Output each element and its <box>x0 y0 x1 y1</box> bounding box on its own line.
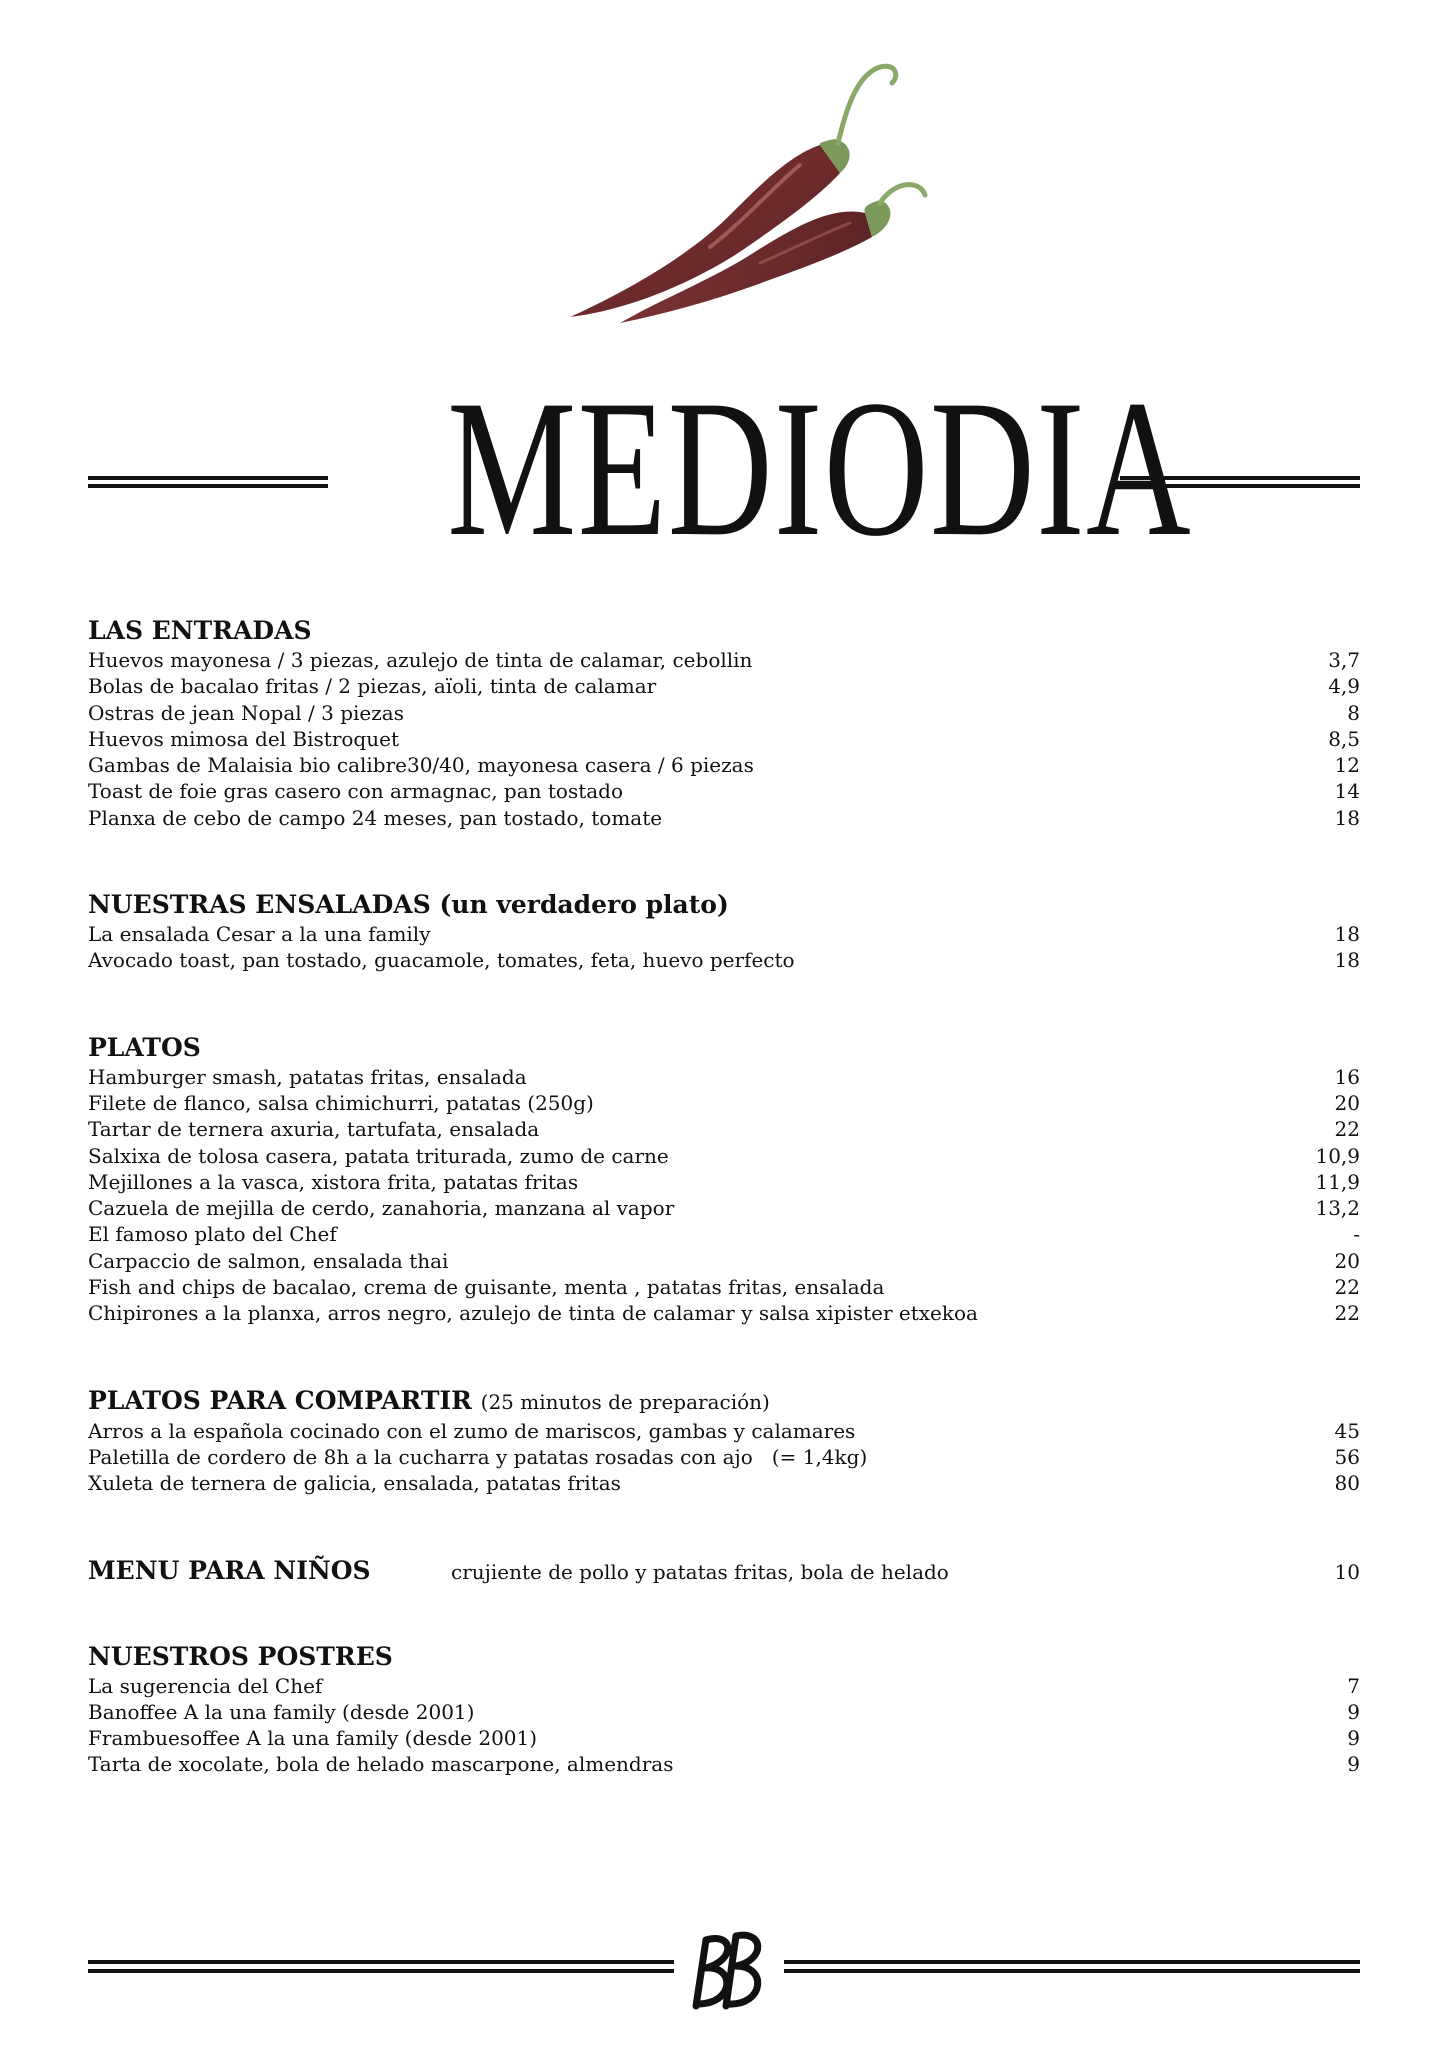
menu-item <box>88 700 1360 726</box>
menu-item <box>88 647 1360 673</box>
item-price: 9 <box>1347 1699 1360 1724</box>
item-price: 80 <box>1334 1471 1360 1496</box>
item-name: Bolas de bacalao fritas / 2 piezas, aïoli, tinta de calamar <box>88 674 657 699</box>
item-name: Arros a la española cocinado con el zumo de mariscos, gambas y calamares <box>88 1418 856 1443</box>
item-name: Chipirones a la planxa, arros negro, azulejo de tinta de calamar y salsa xipister etxekoa <box>88 1301 978 1326</box>
menu-item <box>88 1064 1360 1090</box>
section-postres <box>88 1641 1360 1778</box>
item-price: 8 <box>1347 700 1360 725</box>
item-name: Mejillones a la vasca, xistora frita, patatas fritas <box>88 1169 579 1194</box>
section-title-text: PLATOS PARA COMPARTIR <box>88 1385 472 1415</box>
title-rule-left <box>88 476 328 488</box>
item-name: Tarta de xocolate, bola de helado mascarpone, almendras <box>88 1752 674 1777</box>
item-name: Filete de flanco, salsa chimichurri, patatas (250g) <box>88 1090 594 1115</box>
item-price: 9 <box>1347 1752 1360 1777</box>
item-name: Tartar de ternera axuria, tartufata, ensalada <box>88 1117 540 1142</box>
section-platos <box>88 1032 1360 1327</box>
section-compartir <box>88 1385 1360 1497</box>
menu-item <box>88 752 1360 778</box>
menu-item <box>88 1090 1360 1116</box>
section-title: NUESTROS POSTRES <box>88 1641 393 1671</box>
section-ensaladas <box>88 889 1360 974</box>
menu-item <box>88 947 1360 973</box>
menu-item <box>88 1274 1360 1300</box>
section-title <box>88 1385 1360 1418</box>
menu-item <box>88 1699 1360 1725</box>
title-rule-right <box>1120 476 1360 488</box>
item-price: 11,9 <box>1315 1169 1360 1194</box>
item-name: Avocado toast, pan tostado, guacamole, tomates, feta, huevo perfecto <box>88 948 795 973</box>
item-price: 8,5 <box>1328 726 1360 751</box>
menu-item <box>88 726 1360 752</box>
section-title: LAS ENTRADAS <box>88 616 312 645</box>
item-name: Hamburger smash, patatas fritas, ensalada <box>88 1064 527 1089</box>
item-price: 18 <box>1334 948 1360 973</box>
item-price: 4,9 <box>1328 674 1360 699</box>
menu-item <box>88 921 1360 947</box>
menu-item <box>88 1470 1360 1496</box>
menu-item <box>88 1725 1360 1751</box>
item-name: Frambuesoffee A la una family (desde 2001) <box>88 1726 538 1751</box>
item-name: Huevos mimosa del Bistroquet <box>88 726 399 751</box>
menu-item <box>88 1221 1360 1247</box>
item-name: Planxa de cebo de campo 24 meses, pan tostado, tomate <box>88 805 663 830</box>
menu-item <box>88 778 1360 804</box>
menu-item <box>88 1673 1360 1699</box>
menu-item <box>88 1418 1360 1444</box>
item-price: 9 <box>1347 1726 1360 1751</box>
menu-item <box>88 1169 1360 1195</box>
item-price: 10,9 <box>1315 1143 1360 1168</box>
footer <box>88 1920 1360 2020</box>
item-name: Cazuela de mejilla de cerdo, zanahoria, manzana al vapor <box>88 1196 675 1221</box>
menu-item <box>88 1195 1360 1221</box>
item-price: 45 <box>1334 1418 1360 1443</box>
item-price: 3,7 <box>1328 648 1360 672</box>
footer-rule-left <box>88 1960 674 1973</box>
item-name: Fish and chips de bacalao, crema de guisante, menta , patatas fritas, ensalada <box>88 1275 885 1300</box>
item-name: Gambas de Malaisia bio calibre30/40, mayonesa casera / 6 piezas <box>88 753 754 778</box>
menu-item <box>88 1116 1360 1142</box>
section-kids <box>88 1555 1360 1587</box>
item-name: Salxixa de tolosa casera, patata triturada, zumo de carne <box>88 1143 669 1168</box>
item-price: 18 <box>1334 805 1360 830</box>
item-price: 18 <box>1334 922 1360 947</box>
section-title: MENU PARA NIÑOS <box>88 1555 371 1585</box>
section-note: (25 minutos de preparación) <box>480 1389 770 1414</box>
item-name: Banoffee A la una family (desde 2001) <box>88 1699 475 1724</box>
footer-rule-right <box>784 1960 1360 1973</box>
menu-item <box>88 673 1360 699</box>
menu-item <box>88 1248 1360 1274</box>
item-price: 13,2 <box>1315 1196 1360 1221</box>
item-price: 7 <box>1347 1673 1360 1698</box>
section-title: NUESTRAS ENSALADAS (un verdadero plato) <box>88 890 729 920</box>
item-price: 20 <box>1334 1248 1360 1273</box>
item-name: Huevos mayonesa / 3 piezas, azulejo de tinta de calamar, cebollin <box>88 648 753 672</box>
menu-item <box>88 1751 1360 1777</box>
item-price: 22 <box>1334 1301 1360 1326</box>
chili-peppers-illustration <box>500 55 960 355</box>
item-price: 14 <box>1334 779 1360 804</box>
item-name: La sugerencia del Chef <box>88 1673 323 1698</box>
item-price: 22 <box>1334 1117 1360 1142</box>
item-name: Toast de foie gras casero con armagnac, pan tostado <box>88 779 624 804</box>
menu-item <box>88 1143 1360 1169</box>
menu-item <box>88 805 1360 831</box>
item-name: Ostras de jean Nopal / 3 piezas <box>88 700 404 725</box>
item-name: La ensalada Cesar a la una family <box>88 922 431 947</box>
kids-description: crujiente de pollo y patatas fritas, bola de helado <box>451 1559 949 1584</box>
item-price: 20 <box>1334 1090 1360 1115</box>
item-price: 22 <box>1334 1275 1360 1300</box>
item-price: 10 <box>1334 1559 1360 1584</box>
title-row <box>88 360 1360 577</box>
menu <box>88 615 1360 1778</box>
section-title: PLATOS <box>88 1032 201 1062</box>
item-name: El famoso plato del Chef <box>88 1222 337 1247</box>
item-price: 56 <box>1334 1444 1360 1469</box>
section-entradas <box>88 615 1360 831</box>
menu-item <box>88 1444 1360 1470</box>
item-name: Xuleta de ternera de galicia, ensalada, patatas fritas <box>88 1471 621 1496</box>
page-title: MEDIODIA <box>447 360 1193 577</box>
item-price: 16 <box>1334 1064 1360 1089</box>
bb-monogram-logo <box>684 1920 774 2020</box>
item-name: Paletilla de cordero de 8h a la cucharra y patatas rosadas con ajo (= 1,4kg) <box>88 1444 868 1469</box>
item-name: Carpaccio de salmon, ensalada thai <box>88 1248 449 1273</box>
menu-item <box>88 1300 1360 1326</box>
item-price: 12 <box>1334 753 1360 778</box>
item-price: - <box>1353 1222 1360 1247</box>
